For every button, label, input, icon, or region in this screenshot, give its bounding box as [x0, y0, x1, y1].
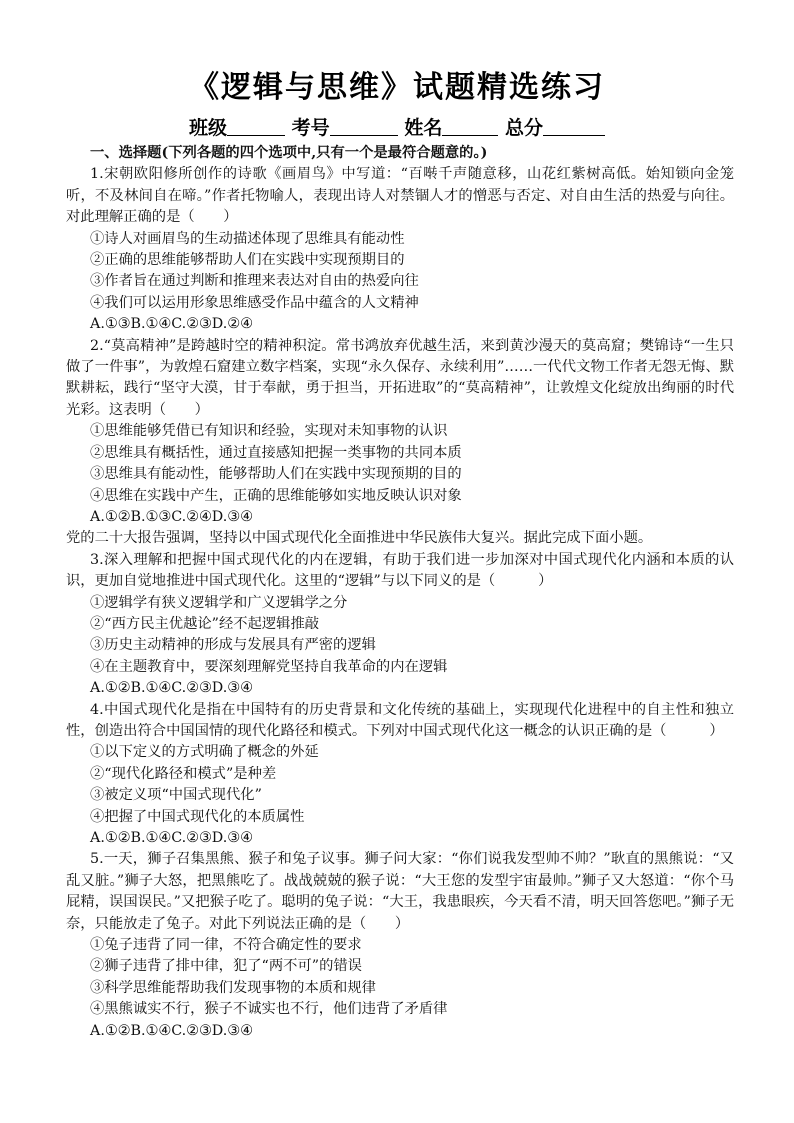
class-label: 班级	[189, 117, 228, 139]
total-score-label: 总分	[504, 117, 543, 139]
class-blank[interactable]	[227, 117, 285, 136]
question-content	[66, 143, 734, 1042]
question-stem: 4.中国式现代化是指在中国特有的历史背景和文化传统的基础上，实现现代化进程中的自主性和独立性，创造出符合中国国情的现代化路径和模式。下列对中国式现代化这一概念的认识正确的是（ ）	[66, 701, 734, 739]
total-score-blank[interactable]	[543, 117, 605, 136]
exam-number-label: 考号	[291, 117, 330, 139]
question-option: ①诗人对画眉鸟的生动描述体现了思维具有能动性	[90, 230, 405, 247]
question-option: ③被定义项“中国式现代化”	[90, 787, 262, 804]
question-group-intro: 党的二十大报告强调，坚持以中国式现代化全面推进中华民族伟大复兴。据此完成下面小题。	[66, 530, 653, 547]
question-option: ①以下定义的方式明确了概念的外延	[90, 744, 319, 761]
question-option: ④我们可以运用形象思维感受作品中蕴含的人文精神	[90, 294, 419, 311]
question-option: ②思维具有概括性，通过直接感知把握一类事物的共同本质	[90, 444, 462, 461]
question-option: ③作者旨在通过判断和推理来表达对自由的热爱向往	[90, 273, 419, 290]
question-stem: 1.宋朝欧阳修所创作的诗歌《画眉鸟》中写道：“百啭千声随意移，山花红紫树高低。始知锁向金笼听，不及林间自在啼。”作者托物喻人，表现出诗人对禁锢人才的憎恶与否定、对自由生活的热爱与向往。对此理解正确的是（ ）	[66, 166, 734, 226]
question-option: ②正确的思维能够帮助人们在实践中实现预期目的	[90, 252, 405, 269]
question-option: ④把握了中国式现代化的本质属性	[90, 808, 305, 825]
question-option: ③科学思维能帮助我们发现事物的本质和规律	[90, 979, 376, 996]
question-option: ③历史主动精神的形成与发展具有严密的逻辑	[90, 637, 376, 654]
question-option: ④在主题教育中，要深刻理解党坚持自我革命的内在逻辑	[90, 658, 448, 675]
question-stem: 3.深入理解和把握中国式现代化的内在逻辑，有助于我们进一步加深对中国式现代化内涵和本质的认识，更加自觉地推进中国式现代化。这里的“逻辑”与以下同义的是（ ）	[66, 551, 734, 590]
answer-choices: A.①②B.①④C.②③D.③④	[90, 830, 253, 846]
name-blank[interactable]	[442, 117, 498, 136]
question-option: ②“现代化路径和模式”是种差	[90, 765, 277, 782]
answer-choices: A.①③B.①④C.②③D.②④	[90, 316, 253, 333]
answer-choices: A.①②B.①④C.②③D.③④	[90, 1022, 253, 1039]
answer-choices: A.①②B.①④C.②③D.③④	[90, 680, 253, 697]
question-option: ②狮子违背了排中律，犯了“两不可”的错误	[90, 958, 362, 975]
page-title: 《逻辑与思维》试题精选练习	[189, 70, 605, 105]
question-option: ①思维能够凭借已有知识和经验，实现对未知事物的认识	[90, 423, 448, 440]
student-info-line	[0, 113, 794, 140]
question-option: ③思维具有能动性，能够帮助人们在实践中实现预期的目的	[90, 466, 462, 483]
question-option: ④思维在实践中产生，正确的思维能够如实地反映认识对象	[90, 487, 462, 504]
exam-number-blank[interactable]	[330, 117, 398, 136]
section-heading: 一、选择题(下列各题的四个选项中,只有一个是最符合题意的。)	[90, 145, 488, 161]
question-option: ②“西方民主优越论”经不起逻辑推敲	[90, 615, 320, 632]
question-option: ④黑熊诚实不行，猴子不诚实也不行，他们违背了矛盾律	[90, 1001, 448, 1018]
name-label: 姓名	[404, 117, 443, 139]
question-stem: 5.一天，狮子召集黑熊、猴子和兔子议事。狮子问大家：“你们说我发型帅不帅？”耿直的黑熊说：“又乱又脏。”狮子大怒，把黑熊吃了。战战兢兢的猴子说：“大王您的发型宇宙最帅。”狮子又大怒道：“你个马屁精，误国误民。”又把猴子吃了。聪明的兔子说：“大王，我患眼疾，今天看不清，明天回答您吧。”狮子无奈，只能放走了兔子。对此下列说法正确的是（ ）	[66, 851, 734, 932]
answer-choices: A.①②B.①③C.②④D.③④	[90, 508, 253, 525]
question-option: ①逻辑学有狭义逻辑学和广义逻辑学之分	[90, 594, 348, 611]
question-option: ①兔子违背了同一律，不符合确定性的要求	[90, 937, 362, 954]
question-stem: 2.“莫高精神”是跨越时空的精神积淀。常书鸿放弃优越生活，来到黄沙漫天的莫高窟；樊锦诗“一生只做了一件事”，为敦煌石窟建立数字档案，实现“永久保存、永续利用”……一代代文物工作者无怨无悔、默默耕耘，践行“坚守大漠，甘于奉献，勇于担当，开拓进取”的“莫高精神”，让敦煌文化绽放出绚丽的时代光彩。这表明（ ）	[66, 337, 734, 418]
